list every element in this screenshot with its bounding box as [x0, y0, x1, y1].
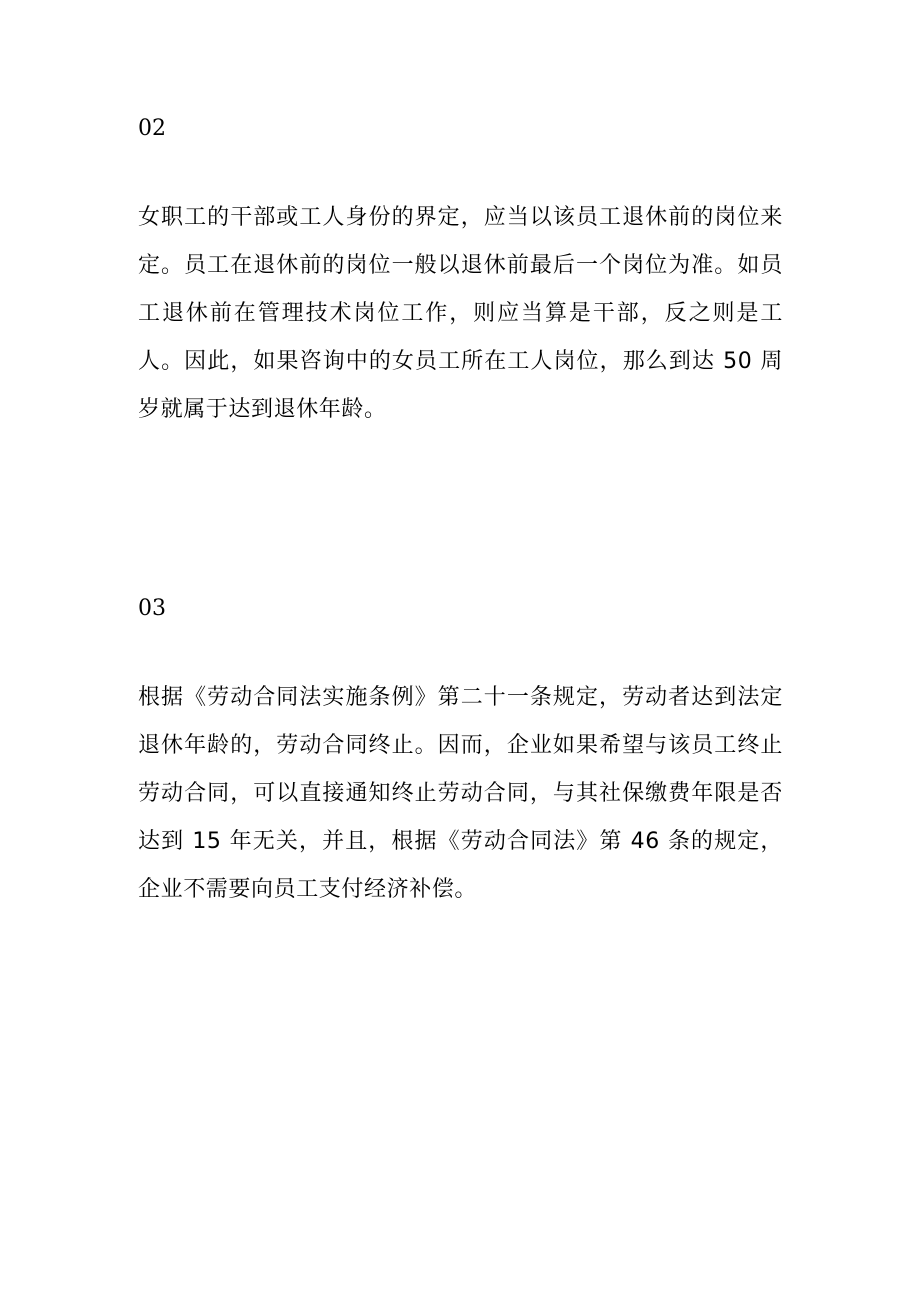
- section-paragraph-02: 女职工的干部或工人身份的界定，应当以该员工退休前的岗位来定。员工在退休前的岗位一般以退休前最后一个岗位为准。如员工退休前在管理技术岗位工作，则应当算是干部，反之则是工人。因此，如果咨询中的女员工所在工人岗位，那么到达 50 周岁就属于达到退休年龄。: [138, 205, 783, 422]
- section-number-02: 02: [138, 116, 166, 141]
- section-paragraph-03: 根据《劳动合同法实施条例》第二十一条规定，劳动者达到法定退休年龄的，劳动合同终止。因而，企业如果希望与该员工终止劳动合同，可以直接通知终止劳动合同，与其社保缴费年限是否达到 15 年无关，并且，根据《劳动合同法》第 46 条的规定，企业不需要向员工支付经济补偿。: [138, 685, 783, 902]
- section-number-03: 03: [138, 596, 166, 621]
